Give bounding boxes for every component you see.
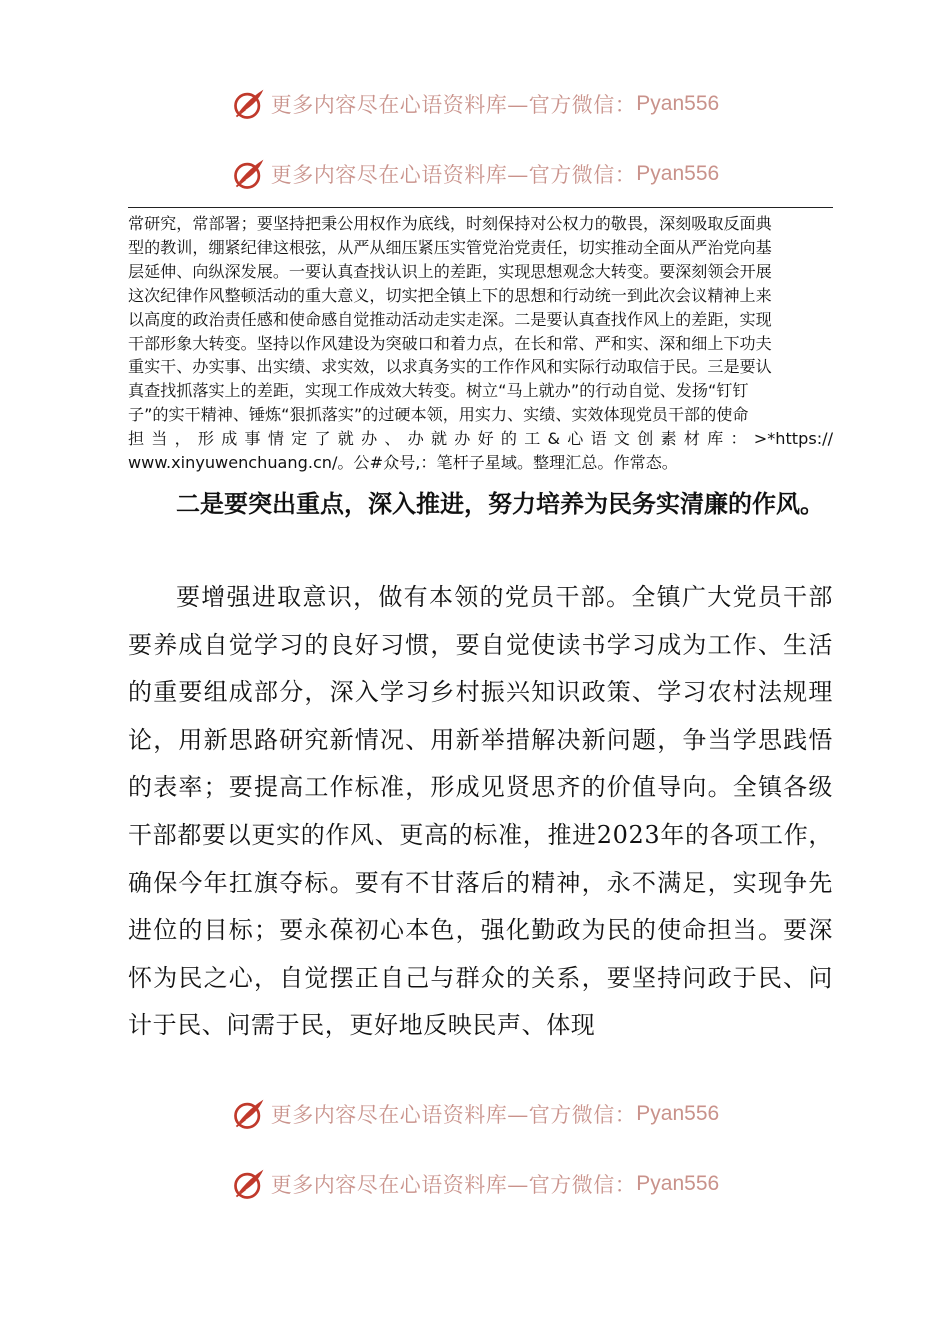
small-text-line: 真查找抓落实上的差距，实现工作成效大转变。树立“马上就办”的行动自觉、发扬“钉钉 [128,381,749,401]
watermark-wechat-id: Pyan556 [636,1102,720,1125]
small-text-line: 担当，形成事情定了就办、办就办好的工&心语文创素材库：>*https:// [128,429,833,449]
small-text-line: 重实干、办实事、出实绩、求实效，以求真务实的工作作风和实际行动取信于民。三是要认 [128,357,772,377]
small-text-paragraph [128,212,833,475]
section-heading: 二是要突出重点，深入推进，努力培养为民务实清廉的作风。 [176,490,824,518]
body-paragraph: 要增强进取意识，做有本领的党员干部。全镇广大党员干部要养成自觉学习的良好习惯，要自觉使读书学习成为工作、生活的重要组成部分，深入学习乡村振兴知识政策、学习农村法规理论，用新思路研究新情况、用新举措解决新问题，争当学思践悟的表率；要提高工作标准，形成见贤思齐的价值导向。全镇各级干部都要以更实的作风、更高的标准，推进2023年的各项工作，确保今年扛旗夺标。要有不甘落后的精神，永不满足，实现争先进位的目标；要永葆初心本色，强化勤政为民的使命担当。要深怀为民之心，自觉摆正自己与群众的关系，要坚持问政于民、问计于民、问需于民，更好地反映民声、体现 [128,583,833,1040]
watermark-text: 更多内容尽在心语资料库—官方微信： [270,163,637,187]
small-text-line: 这次纪律作风整顿活动的重大意义，切实把全镇上下的思想和行动统一到此次会议精神上来 [128,285,772,305]
small-text-line: www.xinyuwenchuang.cn/。公#众号,：笔杆子星域。整理汇总。作常态。 [128,453,678,473]
watermark-banner [0,154,950,194]
watermark-banner [0,84,950,124]
watermark-text: 更多内容尽在心语资料库—官方微信： [270,1173,637,1197]
small-text-line: 常研究，常部署；要坚持把秉公用权作为底线，时刻保持对公权力的敬畏，深刻吸取反面典 [128,214,772,233]
watermark-wechat-id: Pyan556 [636,1172,720,1195]
feather-pen-logo-icon [231,156,267,192]
small-text-line: 以高度的政治责任感和使命感自觉推动活动走实走深。二是要认真查找作风上的差距，实现 [128,309,772,329]
watermark-wechat-id: Pyan556 [636,92,720,115]
feather-pen-logo-icon [231,86,267,122]
feather-pen-logo-icon [231,1166,267,1202]
watermark-text: 更多内容尽在心语资料库—官方微信： [270,93,637,117]
watermark-wechat-id: Pyan556 [636,162,720,185]
watermark-text: 更多内容尽在心语资料库—官方微信： [270,1103,637,1127]
watermark-banner [0,1094,950,1134]
watermark-banner [0,1164,950,1204]
feather-pen-logo-icon [231,1096,267,1132]
small-text-line: 干部形象大转变。坚持以作风建设为突破口和着力点，在长和常、严和实、深和细上下功夫 [128,333,772,353]
header-rule [128,207,833,208]
small-text-line: 层延伸、向纵深发展。一要认真查找认识上的差距，实现思想观念大转变。要深刻领会开展 [128,261,772,281]
small-text-line: 子”的实干精神、锤炼“狠抓落实”的过硬本领，用实力、实绩、实效体现党员干部的使命 [128,405,749,425]
small-text-line: 型的教训，绷紧纪律这根弦，从严从细压紧压实管党治党责任，切实推动全面从严治党向基 [128,237,772,257]
